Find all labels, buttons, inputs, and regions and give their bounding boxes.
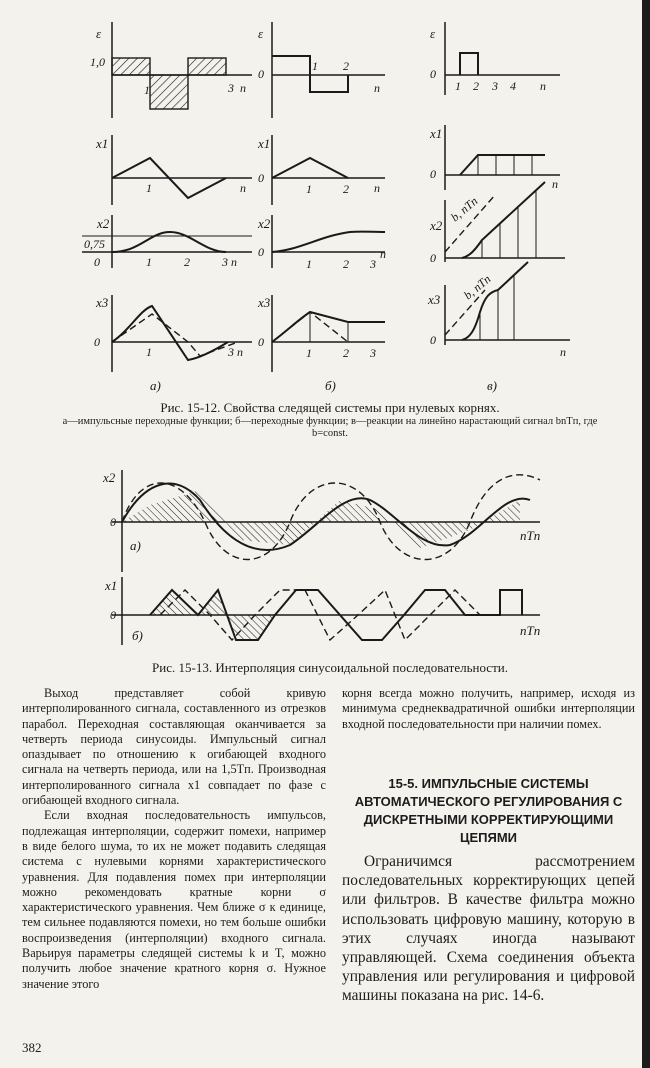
left-column xyxy=(22,686,326,992)
ramp-label-x3: b, nTп xyxy=(460,271,494,303)
section-heading: 15-5. ИМПУЛЬСНЫЕ СИСТЕМЫ АВТОМАТИЧЕСКОГО РЕГУЛИРОВАНИЯ С ДИСКРЕТНЫМИ КОРРЕКТИРУЮЩИМИ ЦЕПЯМИ xyxy=(354,776,623,845)
svg-text:n: n xyxy=(240,81,246,95)
svg-text:1: 1 xyxy=(306,257,312,271)
plot-b-x2 xyxy=(257,215,386,271)
svg-text:1: 1 xyxy=(312,59,318,73)
svg-text:n: n xyxy=(240,181,246,195)
svg-text:0: 0 xyxy=(94,255,100,269)
panel-label-b: б) xyxy=(325,378,336,393)
svg-text:2: 2 xyxy=(184,255,190,269)
svg-text:n: n xyxy=(380,247,386,261)
svg-text:1: 1 xyxy=(146,255,152,269)
svg-text:0: 0 xyxy=(94,335,100,349)
tick-1-0: 1,0 xyxy=(90,55,105,69)
plot-fig2-a xyxy=(102,470,540,572)
svg-text:x1: x1 xyxy=(105,578,118,593)
svg-text:3: 3 xyxy=(492,79,498,93)
plot-a-x3 xyxy=(94,295,252,393)
svg-text:0: 0 xyxy=(430,167,436,181)
svg-text:0: 0 xyxy=(110,515,116,529)
svg-text:x2: x2 xyxy=(97,216,110,231)
svg-text:2: 2 xyxy=(343,59,349,73)
svg-text:0: 0 xyxy=(430,333,436,347)
svg-text:x3: x3 xyxy=(258,295,271,310)
svg-text:x2: x2 xyxy=(103,470,116,485)
svg-text:ε: ε xyxy=(258,26,264,41)
svg-text:4: 4 xyxy=(510,79,516,93)
right-column-bottom xyxy=(342,852,635,1006)
plot-c-x2 xyxy=(429,182,565,265)
svg-text:2: 2 xyxy=(343,182,349,196)
svg-text:1: 1 xyxy=(306,182,312,196)
svg-text:0: 0 xyxy=(430,67,436,81)
right-column-top xyxy=(342,686,635,732)
svg-text:3: 3 xyxy=(370,346,376,360)
paragraph: Ограничимся рассмотрением последовательных корректирующих цепей или фильтров. В качестве фильтра можно использовать цифровую машину, которую в этих случаях иногда называют управляющей. Схема соединения объекта управления или регулирования и цифровой машины показана на рис. 14-6. xyxy=(342,853,635,1005)
panel-label-c: в) xyxy=(487,378,497,393)
svg-text:1: 1 xyxy=(144,83,150,97)
plot-b-x1 xyxy=(257,135,385,205)
plot-a-x1 xyxy=(95,135,252,205)
svg-text:1: 1 xyxy=(146,181,152,195)
svg-text:x3: x3 xyxy=(96,295,109,310)
svg-text:0: 0 xyxy=(258,67,264,81)
scan-edge xyxy=(642,0,650,1068)
svg-text:x1: x1 xyxy=(96,136,109,151)
plot-fig2-b xyxy=(104,577,540,645)
fig2-panel-a: а) xyxy=(130,538,141,553)
plot-c-x1 xyxy=(429,125,560,191)
svg-text:x2: x2 xyxy=(258,216,271,231)
ramp-label-x2: b, nTп xyxy=(447,193,481,225)
svg-text:0: 0 xyxy=(258,245,264,259)
svg-text:0: 0 xyxy=(430,251,436,265)
svg-text:n: n xyxy=(552,177,558,191)
page-number: 382 xyxy=(22,1040,42,1055)
figure-15-12 xyxy=(0,0,650,400)
svg-text:0,75: 0,75 xyxy=(84,237,105,251)
figure-15-13 xyxy=(0,455,650,655)
svg-text:1: 1 xyxy=(146,345,152,359)
svg-text:ε: ε xyxy=(430,26,436,41)
svg-text:n: n xyxy=(560,345,566,359)
svg-text:x1: x1 xyxy=(430,126,443,141)
svg-text:3: 3 xyxy=(370,257,376,271)
svg-text:n: n xyxy=(374,181,380,195)
fig1-subcaption-text: а—импульсные переходные функции; б—переходные функции; в—реакции на линейно нарастающий сигнал bnTп, где b=const. xyxy=(62,415,598,440)
svg-text:n: n xyxy=(540,79,546,93)
svg-text:3 n: 3 n xyxy=(222,255,237,269)
paragraph: корня всегда можно получить, например, исходя из минимума среднеквадратичной ошибки интерполяции входной последовательности при наличии помех. xyxy=(342,686,635,731)
panel-label-a: а) xyxy=(150,378,161,393)
paragraph: Если входная последовательность импульсов, подлежащая интерполяции, содержит помехи, например в виде белого шума, то их не может подавить следящая система с нулевыми корнями характеристического уравнения. Для подавления помех при интерполяции можно рекомендовать кратные корни σ характеристического уравнения. Чем ближе σ к единице, тем сильнее подавляются помехи, но тем больше ошибки воспроизведения (интерполяции) входного сигнала. Варьируя параметры следящей системы k и T, можно получить любое значение кратного корня σ. Нужное значение этого xyxy=(22,808,326,991)
plot-a-eps xyxy=(90,22,252,118)
label-eps-a: ε xyxy=(96,26,102,41)
plot-a-x2 xyxy=(82,215,252,269)
svg-text:2: 2 xyxy=(343,346,349,360)
fig2-panel-b: б) xyxy=(132,628,143,643)
svg-text:n: n xyxy=(374,81,380,95)
svg-text:0: 0 xyxy=(258,335,264,349)
figure-15-12-caption xyxy=(60,400,600,441)
svg-text:1: 1 xyxy=(455,79,461,93)
plot-b-x3 xyxy=(257,295,385,393)
svg-text:3 n: 3 n xyxy=(228,345,243,359)
svg-text:nTп: nTп xyxy=(520,528,541,543)
svg-text:x1: x1 xyxy=(258,136,271,151)
paragraph: Выход представляет собой кривую интерполированного сигнала, составленного из отрезков парабол. Переходная составляющая оканчивается за четверть периода синусоиды. Импульсный сигнал опаздывает по отношению к огибающей входного сигнала на четверть периода, или на 1,5Tп. Производная интерполированного сигнала x1 совпадает по фазе с огибающей входного сигнала. xyxy=(22,686,326,808)
plot-c-x3 xyxy=(427,262,570,393)
fig1-caption-text: Рис. 15-12. Свойства следящей системы при нулевых корнях. xyxy=(160,400,500,415)
svg-text:x2: x2 xyxy=(430,218,443,233)
svg-text:0: 0 xyxy=(258,171,264,185)
svg-text:x3: x3 xyxy=(428,292,441,307)
svg-text:3: 3 xyxy=(228,81,234,95)
plot-b-eps xyxy=(258,22,385,118)
svg-text:0: 0 xyxy=(110,608,116,622)
svg-text:2: 2 xyxy=(473,79,479,93)
figure-15-13-caption: Рис. 15-13. Интерполяция синусоидальной последовательности. xyxy=(152,660,508,675)
plot-c-eps xyxy=(430,22,560,95)
svg-text:2: 2 xyxy=(343,257,349,271)
svg-text:nTп: nTп xyxy=(520,623,541,638)
svg-text:1: 1 xyxy=(306,346,312,360)
